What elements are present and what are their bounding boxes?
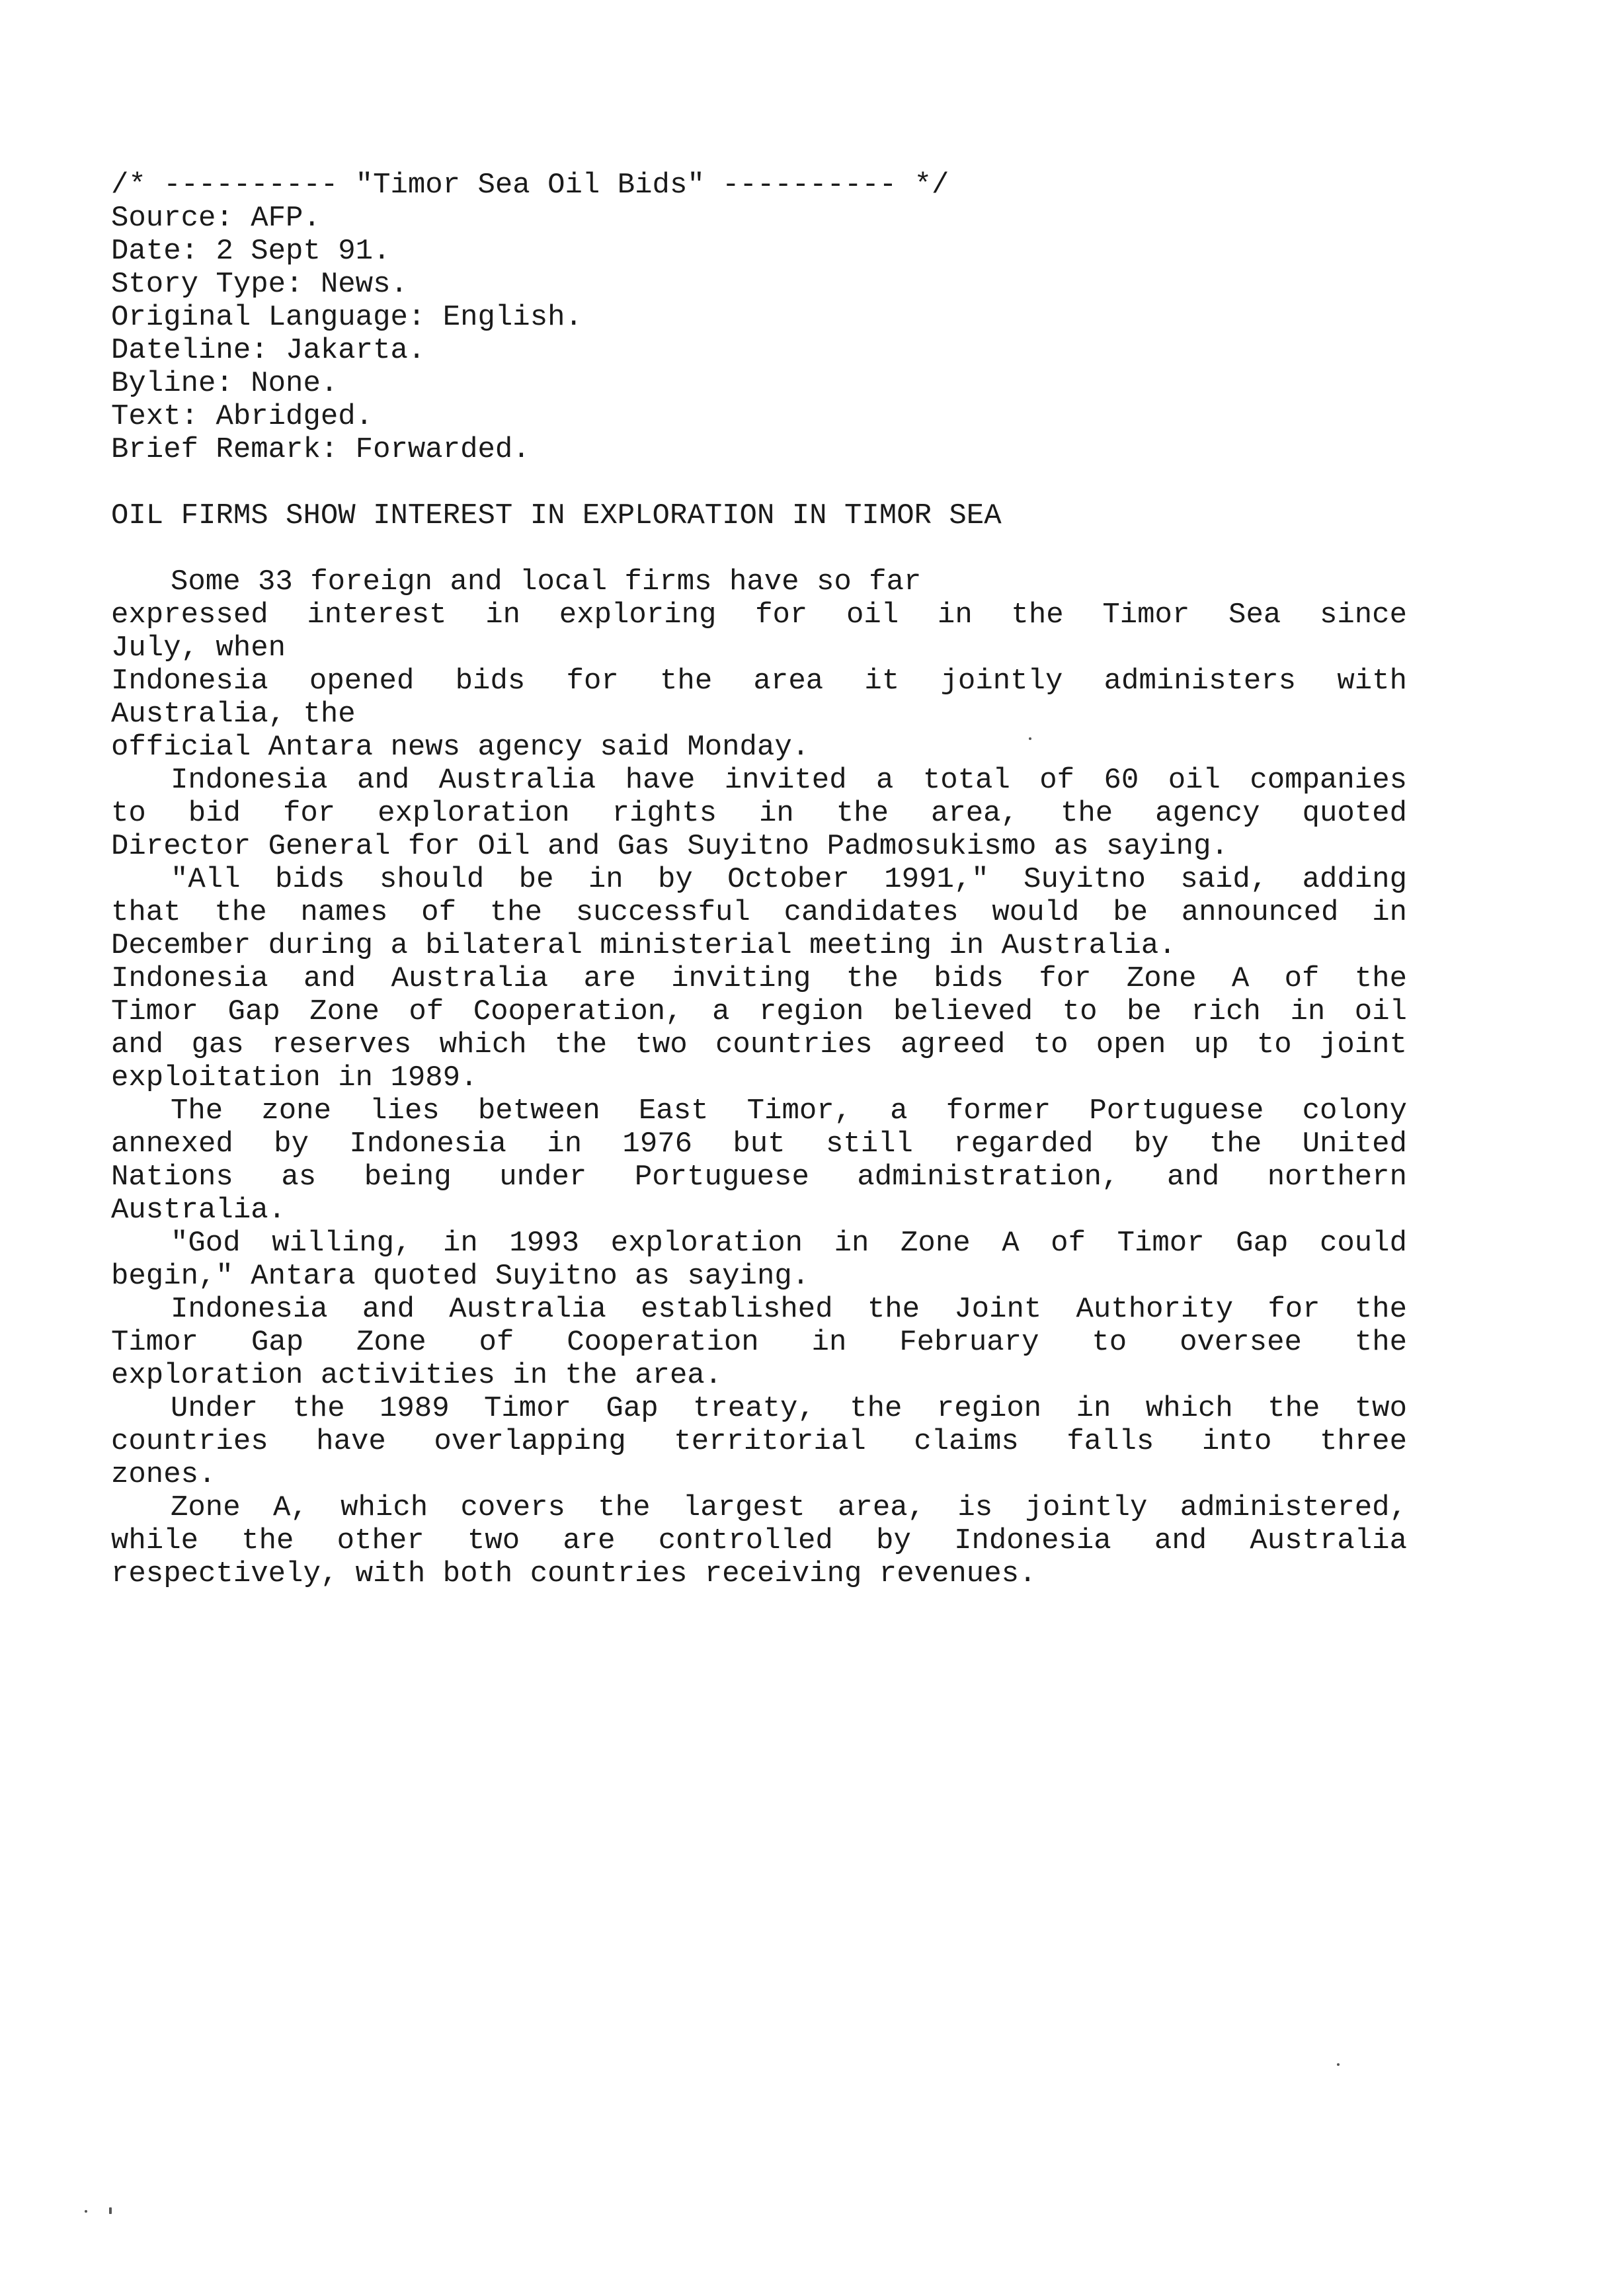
body-line: Indonesia opened bids for the area it jointly administers with [111,665,1407,698]
body-line: Australia. [111,1194,286,1227]
body-line: Zone A, which covers the largest area, is jointly administered, [171,1491,1407,1524]
metadata-value: News. [320,268,408,301]
body-line: exploration activities in the area. [111,1359,723,1392]
body-line: respectively, with both countries receiving revenues. [111,1557,1037,1590]
body-line: "God willing, in 1993 exploration in Zone A of Timor Gap could [171,1227,1407,1260]
headline: OIL FIRMS SHOW INTEREST IN EXPLORATION IN TIMOR SEA [111,499,1002,532]
body-line: while the other two are controlled by Indonesia and Australia [111,1524,1407,1557]
body-line: Timor Gap Zone of Cooperation in February to oversee the [111,1326,1407,1359]
metadata-label: Source: [111,202,233,235]
scan-speck [109,2207,112,2214]
body-line: zones. [111,1458,216,1491]
metadata-row [111,400,1407,433]
body-line: and gas reserves which the two countries agreed to open up to joint [111,1028,1407,1061]
body-line: that the names of the successful candidates would be announced in [111,896,1407,929]
metadata-label: Byline: [111,367,233,400]
spacer [111,532,1407,565]
body-line: Indonesia and Australia have invited a total of 60 oil companies [171,764,1407,797]
metadata-label: Date: [111,235,199,268]
body-line: The zone lies between East Timor, a former Portuguese colony [171,1094,1407,1128]
metadata-label: Brief Remark: [111,433,339,466]
metadata-value: AFP. [251,202,321,235]
metadata-row [111,433,1407,466]
metadata-label: Text: [111,400,199,433]
body-line: begin," Antara quoted Suyitno as saying. [111,1260,810,1293]
body-line: exploitation in 1989. [111,1061,478,1094]
body-line: Some 33 foreign and local firms have so far [171,565,922,598]
metadata-row [111,268,1407,301]
body-line: December during a bilateral ministerial meeting in Australia. [111,929,1176,962]
metadata-value: Jakarta. [286,334,426,367]
scan-speck [1337,2063,1340,2066]
metadata-label: Original Language: [111,301,426,334]
spacer [111,466,1407,499]
body-line: Australia, the [111,698,356,731]
document-text [111,169,1407,1590]
scan-speck [85,2210,87,2213]
document-header: /* ---------- "Timor Sea Oil Bids" ---------- */ [111,169,949,202]
metadata-label: Dateline: [111,334,268,367]
body-line: countries have overlapping territorial claims falls into three [111,1425,1407,1458]
body-line: Nations as being under Portuguese administration, and northern [111,1161,1407,1194]
body-line: annexed by Indonesia in 1976 but still regarded by the United [111,1128,1407,1161]
metadata-value: Abridged. [216,400,374,433]
metadata-row [111,235,1407,268]
body-line: "All bids should be in by October 1991," Suyitno said, adding [171,863,1407,896]
body-line: Under the 1989 Timor Gap treaty, the region in which the two [171,1392,1407,1425]
body-line: Director General for Oil and Gas Suyitno Padmosukismo as saying. [111,830,1228,863]
body-line: July, when [111,632,286,665]
body-line: official Antara news agency said Monday. [111,731,810,764]
body-line: Timor Gap Zone of Cooperation, a region believed to be rich in oil [111,995,1407,1028]
body-line: Indonesia and Australia are inviting the bids for Zone A of the [111,962,1407,995]
metadata-block [111,202,1407,466]
body-line: expressed interest in exploring for oil in the Timor Sea since [111,598,1407,632]
scan-speck [1029,737,1031,740]
metadata-value: 2 Sept 91. [216,235,391,268]
metadata-value: English. [442,301,583,334]
metadata-value: None. [251,367,339,400]
body-line: Indonesia and Australia established the Joint Authority for the [171,1293,1407,1326]
metadata-row [111,202,1407,235]
metadata-value: Forwarded. [355,433,530,466]
metadata-row [111,301,1407,334]
body-line: to bid for exploration rights in the area, the agency quoted [111,797,1407,830]
article-body [111,565,1407,1590]
metadata-label: Story Type: [111,268,303,301]
metadata-row [111,334,1407,367]
metadata-row [111,367,1407,400]
